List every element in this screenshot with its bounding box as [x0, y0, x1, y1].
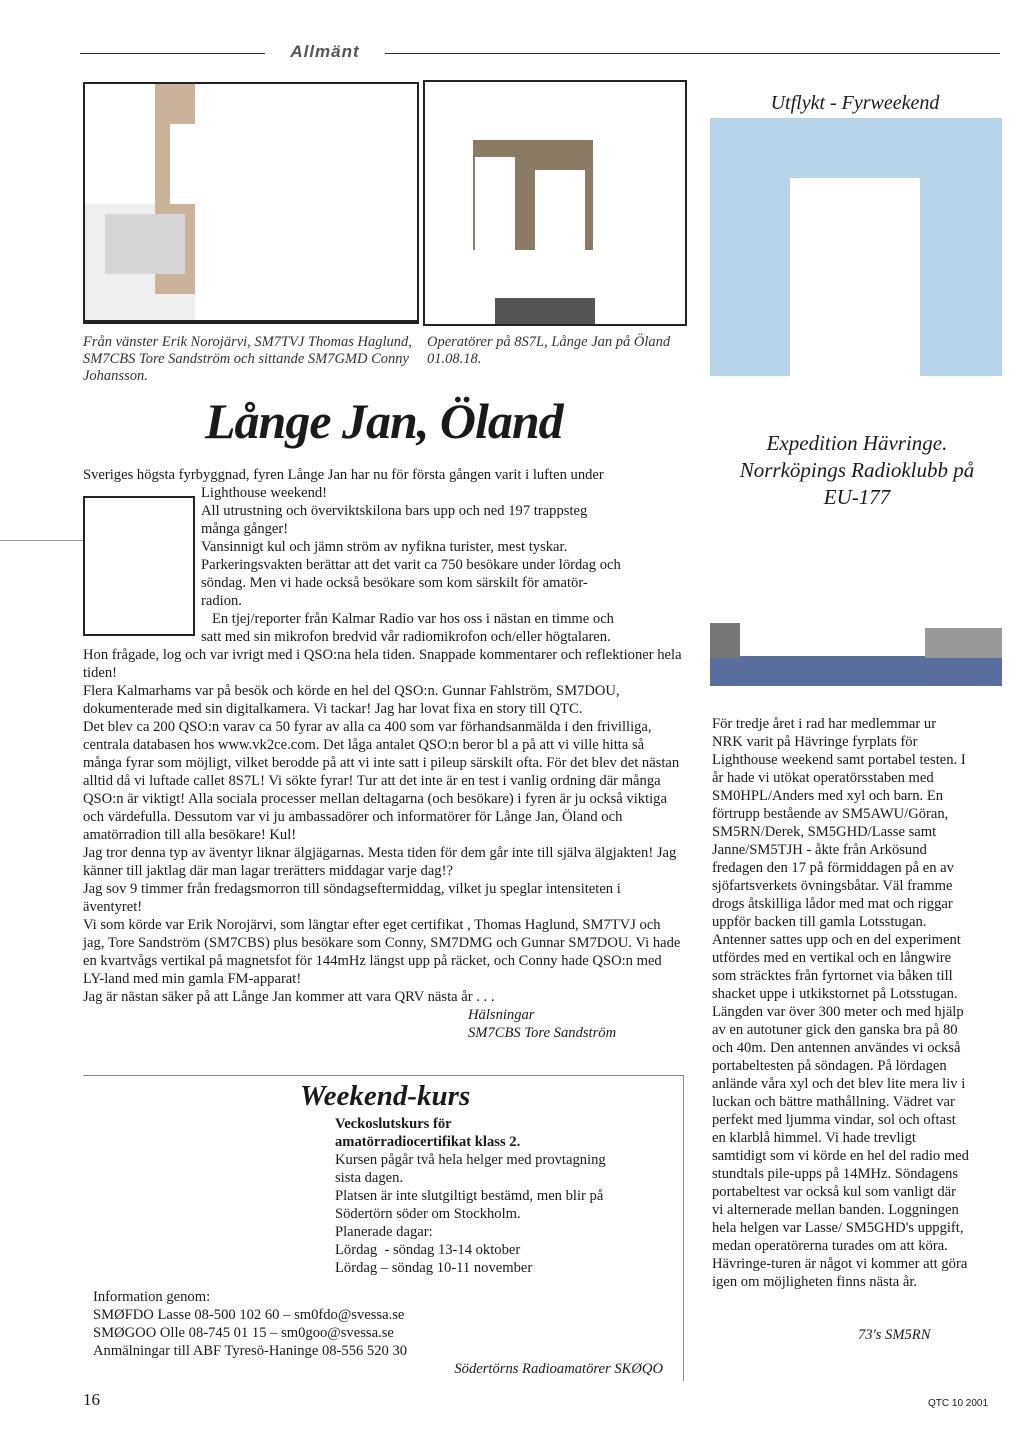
right-subtitle-line: EU-177 [823, 485, 891, 509]
article-line: satt med sin mikrofon bredvid vår radiomikrofon och/eller högtalaren. [201, 629, 611, 645]
article-line: Vansinnigt kul och jämn ström av nyfikna turister, mest tyskar. [201, 539, 568, 555]
right-subtitle [712, 430, 1002, 511]
article-paragraph: Jag är nästan säker på att Långe Jan kommer att vara QRV nästa år . . . [83, 989, 495, 1005]
photo-left [83, 82, 419, 324]
kurs-info-line: Anmälningar till ABF Tyresö-Haninge 08-556 520 30 [93, 1343, 408, 1359]
article-paragraph: Flera Kalmarhams var på besök och körde en hel del QSO:n. Gunnar Fahlström, SM7DOU, dokumenterade med sin digitalkamera. Vi tackar! Jag har lovat fixa en story till QTC. [83, 683, 620, 717]
article-line: En tjej/reporter från Kalmar Radio var hos oss i nästan en timme och [201, 611, 614, 627]
kurs-line: Platsen är inte slutgiltigt bestämd, men blir på [335, 1188, 604, 1204]
kurs-title: Weekend-kurs [300, 1080, 471, 1112]
right-title: Utflykt - Fyrweekend [770, 92, 940, 114]
article-line: All utrustning och överviktskilona bars upp och ned 197 trappsteg [201, 503, 588, 519]
kurs-line: Planerade dagar: [335, 1224, 433, 1240]
article-paragraph: Vi som körde var Erik Norojärvi, som längtar efter eget certifikat , Thomas Haglund, SM7TVJ och jag, Tore Sandström (SM7CBS) plus besökare som Conny, SM7DMG och Gunnar SM7DOU. Vi hade en kvartvågs vertikal på magnetsfot för 144mHz längst upp på räcket, och Conny hade QSO:n med LY-land med min gamla FM-apparat! [83, 917, 681, 987]
article-body [83, 466, 683, 1042]
kurs-line: sista dagen. [335, 1170, 404, 1186]
kurs-heading: Veckoslutskurs för [335, 1116, 452, 1132]
right-subtitle-line: Expedition Hävringe. [766, 431, 948, 455]
header-rule-right [385, 53, 1000, 54]
issue-label: QTC 10 2001 [928, 1398, 989, 1409]
kurs-photo [90, 1115, 320, 1285]
kurs-info-line: SMØGOO Olle 08-745 01 15 – sm0goo@svessa.se [93, 1325, 394, 1341]
article-paragraph: Jag sov 9 timmer från fredagsmorron till söndagseftermiddag, vilket ju speglar intensiteten i äventyret! [83, 881, 621, 915]
kurs-info-title: Information genom: [93, 1289, 211, 1305]
kurs-info-line: SMØFDO Lasse 08-500 102 60 – sm0fdo@svessa.se [93, 1307, 405, 1323]
right-signature: 73's SM5RN [858, 1327, 931, 1343]
article-paragraph: Jag tror denna typ av äventyr liknar älgjägarnas. Mesta tiden för dem går inte till själva älgjakten! Jag känner till jaktlag där man lagar trerätters middagar varje dag!? [83, 845, 677, 879]
photo-middle-image [425, 82, 685, 324]
article-signature: SM7CBS Tore Sandström [468, 1025, 617, 1041]
article-line: radion. [201, 593, 242, 609]
section-header: Allmänt [290, 42, 360, 61]
right-body: För tredje året i rad har medlemmar ur NRK varit på Hävringe fyrplats för Lighthouse weekend samt portabel testen. I år hade vi utökat operatörsstaben med SM0HPL/Anders med xyl och barn. En förtrupp bestående av SM5AWU/Göran, SM5RN/Derek, SM5GHD/Lasse samt Janne/SM5TJH - åkte från Arkösund fredagen den 17 på förmiddagen på en av sjöfartsverkets övningsbåtar. Väl framme drogs åtskilliga lådor med mat och riggar uppför backen till gamla Lotsstugan. Antenner sattes upp och en del experiment utfördes med en vertikal och en långwire som sträcktes från fyrtornet via båken till shacket uppe i utkikstornet på Lotsstugan. Längden var över 300 meter och med hjälp av en autotuner gick den ganska bra på 80 och 40m. Den antennen användes vi också portabeltesten på söndagen. På lördagen anlände våra xyl och det blev lite mera liv i luckan och bättre mathållning. Vädret var perfekt med ljumma vindar, sol och oftast en klarblå himmel. Vi hade trevligt samtidigt som vi körde en hel del radio med stundtals pile-upps på 14MHz. Söndagens portabeltest var också kul som vanligt där vi alternerade mellan banden. Loggningen hela helgen var Lasse/ SM5GHD's uppgift, medan operatörerna turades om att köra. Hävringe-turen är något vi kommer att göra igen om möjligheten finns nästa år. [712, 716, 969, 1290]
kurs-line: Södertörn söder om Stockholm. [335, 1206, 521, 1222]
lighthouse-photo [710, 118, 1002, 400]
article-line: Parkeringsvakten berättar att det varit ca 750 besökare under lördag och [201, 557, 621, 573]
article-line: många gånger! [201, 521, 289, 537]
kurs-line: Lördag - söndag 13-14 oktober [335, 1242, 521, 1258]
kurs-line: Lördag – söndag 10-11 november [335, 1260, 533, 1276]
photo-middle-caption: Operatörer på 8S7L, Långe Jan på Öland 01.08.18. [427, 334, 671, 367]
right-subtitle-line: Norrköpings Radioklubb på [739, 458, 975, 482]
photo-left-caption: Från vänster Erik Norojärvi, SM7TVJ Thomas Haglund, SM7CBS Tore Sandström och sittande SM7GMD Conny Johansson. [83, 334, 412, 384]
article-paragraph: Hon frågade, log och var ivrigt med i QSO:na hela tiden. Snappade kommentarer och reflektioner hela tiden! [83, 647, 682, 681]
gray-rule [0, 540, 83, 541]
photo-middle [423, 80, 687, 326]
article-paragraph: Det blev ca 200 QSO:n varav ca 50 fyrar av alla ca 400 som var förhandsanmälda i den frivilliga, centrala databasen hos www.vk2ce.com. Det låga antalet QSO:n beror bl a på att vi ville hitta så många fyrar som möjligt, vilket berodde på att vi inte satt i pileup särskilt ofta. För det blev det nästan alltid då vi luftade callet 8S7L! Vi sökte fyrar! Tur att det inte är en test i vanlig ordning där många QSO:n är viktigt! Alla sociala processer mellan deltagarna (och besökare) i fyren är ju också viktiga och värdefulla. Dessutom var vi ju ambassadörer och informatörer för Långe Jan, Öland och amatörradion till alla besökare! Kul! [83, 719, 680, 843]
kurs-signature: Södertörns Radioamatörer SKØQO [454, 1361, 663, 1377]
article-line: Lighthouse weekend! [201, 485, 328, 501]
page-number: 16 [83, 1390, 100, 1409]
article-lead: Sveriges högsta fyrbyggnad, fyren Långe Jan har nu för första gången varit i luften under [83, 467, 604, 483]
article-greeting: Hälsningar [468, 1007, 535, 1023]
article-title: Långe Jan, Öland [205, 393, 563, 449]
kurs-info [93, 1288, 673, 1378]
kurs-line: Kursen pågår två hela helger med provtagning [335, 1152, 606, 1168]
kurs-content [335, 1115, 675, 1277]
article-line: söndag. Men vi hade också besökare som kom särskilt för amatör- [201, 575, 588, 591]
photo-left-image [85, 84, 417, 322]
kurs-heading: amatörradiocertifikat klass 2. [335, 1134, 521, 1150]
header-rule-left [80, 53, 265, 54]
island-photo [710, 548, 1002, 686]
